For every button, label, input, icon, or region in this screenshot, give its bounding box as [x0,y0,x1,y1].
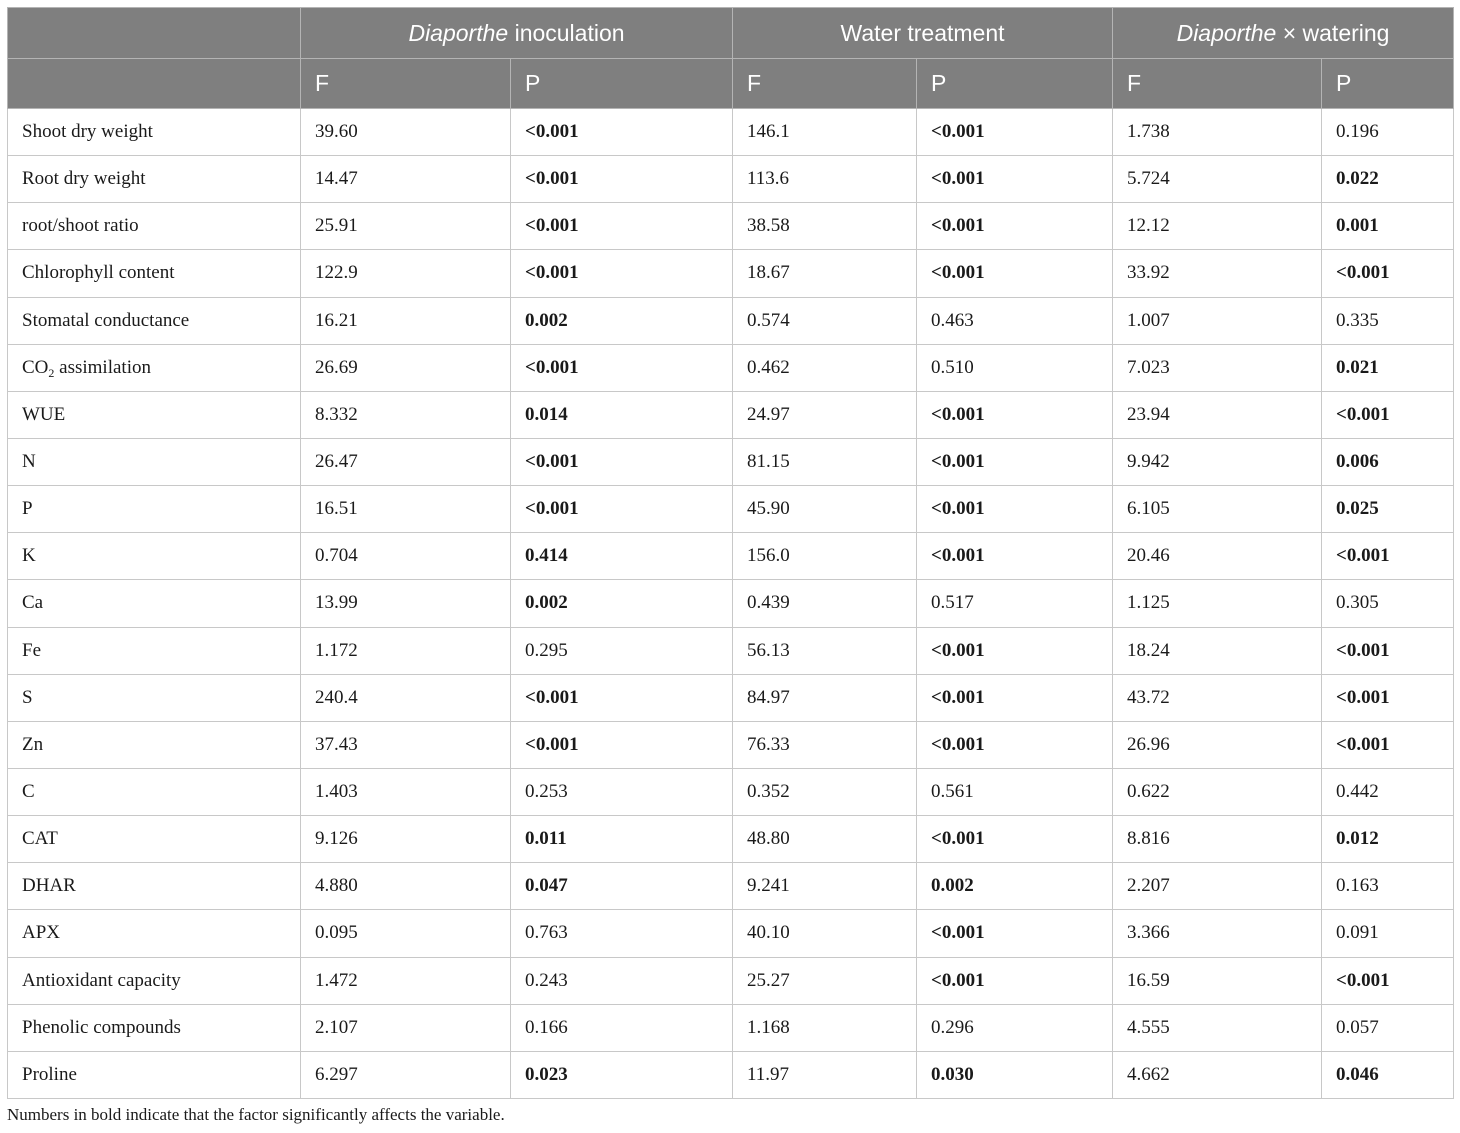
header-sub-p: P [1322,59,1454,109]
p-value-cell: <0.001 [917,957,1113,1004]
p-value-cell: 0.763 [511,910,733,957]
table-row [8,391,1454,438]
f-value-cell: 1.172 [301,627,511,674]
f-value-cell: 9.241 [733,863,917,910]
row-label [8,438,301,485]
p-value-cell: 0.296 [917,1004,1113,1051]
table-row [8,109,1454,156]
p-value-cell: <0.001 [511,109,733,156]
table-row [8,863,1454,910]
row-label [8,816,301,863]
p-value-cell: 0.091 [1322,910,1454,957]
p-value-cell: <0.001 [917,156,1113,203]
f-value-cell: 7.023 [1113,344,1322,391]
row-label-text: DHAR [22,875,76,897]
p-value-cell: 0.517 [917,580,1113,627]
p-value-cell: <0.001 [1322,391,1454,438]
f-value-cell: 3.366 [1113,910,1322,957]
p-value-cell: <0.001 [1322,957,1454,1004]
row-label-text: C [22,781,35,803]
f-value-cell: 122.9 [301,250,511,297]
header-group-diaporthe-inoculation [301,8,733,59]
table-row [8,344,1454,391]
table-row [8,768,1454,815]
p-value-cell: 0.022 [1322,156,1454,203]
f-value-cell: 0.704 [301,533,511,580]
p-value-cell: 0.057 [1322,1004,1454,1051]
row-label [8,156,301,203]
row-label [8,863,301,910]
p-value-cell: 0.002 [511,580,733,627]
row-label [8,109,301,156]
p-value-cell: <0.001 [917,486,1113,533]
table-row [8,957,1454,1004]
f-value-cell: 156.0 [733,533,917,580]
f-value-cell: 39.60 [301,109,511,156]
f-value-cell: 4.555 [1113,1004,1322,1051]
row-label-text: Shoot dry weight [22,121,153,143]
f-value-cell: 240.4 [301,674,511,721]
header-group-text: Water treatment [840,19,1005,46]
f-value-cell: 5.724 [1113,156,1322,203]
table-row [8,438,1454,485]
row-label [8,533,301,580]
f-value-cell: 26.69 [301,344,511,391]
row-label [8,486,301,533]
f-value-cell: 24.97 [733,391,917,438]
header-sub-f: F [1113,59,1322,109]
f-value-cell: 16.21 [301,297,511,344]
table-row [8,297,1454,344]
f-value-cell: 0.462 [733,344,917,391]
f-value-cell: 9.126 [301,816,511,863]
anova-table [7,7,1454,1099]
p-value-cell: 0.295 [511,627,733,674]
row-label-text: Zn [22,733,44,755]
p-value-cell: <0.001 [511,486,733,533]
p-value-cell: 0.163 [1322,863,1454,910]
f-value-cell: 26.47 [301,438,511,485]
table-row [8,816,1454,863]
f-value-cell: 8.332 [301,391,511,438]
p-value-cell: 0.414 [511,533,733,580]
f-value-cell: 0.439 [733,580,917,627]
row-label [8,297,301,344]
p-value-cell: 0.196 [1322,109,1454,156]
p-value-cell: 0.002 [917,863,1113,910]
header-sub-p: P [511,59,733,109]
row-label [8,580,301,627]
f-value-cell: 1.403 [301,768,511,815]
row-label-subscript: 2 [48,365,55,380]
p-value-cell: <0.001 [1322,627,1454,674]
p-value-cell: 0.014 [511,391,733,438]
p-value-cell: <0.001 [917,109,1113,156]
f-value-cell: 2.107 [301,1004,511,1051]
row-label-text: S [22,686,33,708]
table-row [8,156,1454,203]
p-value-cell: 0.011 [511,816,733,863]
header-sub-f: F [301,59,511,109]
row-label-text: N [22,451,36,473]
f-value-cell: 146.1 [733,109,917,156]
p-value-cell: 0.021 [1322,344,1454,391]
row-label-text: Root dry weight [22,168,146,190]
f-value-cell: 0.352 [733,768,917,815]
p-value-cell: <0.001 [511,674,733,721]
p-value-cell: <0.001 [1322,674,1454,721]
row-label [8,721,301,768]
row-label [8,1004,301,1051]
f-value-cell: 56.13 [733,627,917,674]
p-value-cell: 0.023 [511,1051,733,1098]
f-value-cell: 113.6 [733,156,917,203]
p-value-cell: <0.001 [1322,721,1454,768]
row-label-text: WUE [22,403,66,425]
table-row [8,1004,1454,1051]
header-sub-empty-cell [8,59,301,109]
p-value-cell: 0.047 [511,863,733,910]
p-value-cell: <0.001 [511,344,733,391]
table-footnote: Numbers in bold indicate that the factor significantly affects the variable. [7,1105,505,1124]
f-value-cell: 11.97 [733,1051,917,1098]
p-value-cell: 0.305 [1322,580,1454,627]
p-value-cell: 0.442 [1322,768,1454,815]
p-value-cell: <0.001 [511,438,733,485]
row-label-text: Stomatal conductance [22,309,190,331]
p-value-cell: <0.001 [917,391,1113,438]
row-label [8,391,301,438]
p-value-cell: 0.006 [1322,438,1454,485]
p-value-cell: 0.253 [511,768,733,815]
table-row [8,721,1454,768]
f-value-cell: 4.880 [301,863,511,910]
row-label-text: CO [22,356,49,378]
row-label-suffix: assimilation [54,356,151,378]
f-value-cell: 13.99 [301,580,511,627]
p-value-cell: <0.001 [1322,533,1454,580]
header-group-text: inoculation [508,19,625,46]
f-value-cell: 33.92 [1113,250,1322,297]
p-value-cell: <0.001 [917,674,1113,721]
p-value-cell: <0.001 [917,438,1113,485]
f-value-cell: 8.816 [1113,816,1322,863]
p-value-cell: <0.001 [917,203,1113,250]
row-label [8,344,301,391]
table-row [8,910,1454,957]
f-value-cell: 16.59 [1113,957,1322,1004]
header-sub-p: P [917,59,1113,109]
table-row [8,533,1454,580]
row-label [8,674,301,721]
f-value-cell: 48.80 [733,816,917,863]
row-label-text: root/shoot ratio [22,215,139,237]
f-value-cell: 18.24 [1113,627,1322,674]
f-value-cell: 45.90 [733,486,917,533]
f-value-cell: 26.96 [1113,721,1322,768]
table-header [8,8,1454,109]
f-value-cell: 1.738 [1113,109,1322,156]
row-label-text: P [22,498,33,520]
row-label [8,957,301,1004]
header-group-water-treatment [733,8,1113,59]
p-value-cell: 0.046 [1322,1051,1454,1098]
table-row [8,674,1454,721]
row-label-text: Phenolic compounds [22,1016,181,1038]
f-value-cell: 4.662 [1113,1051,1322,1098]
f-value-cell: 23.94 [1113,391,1322,438]
table-row [8,627,1454,674]
p-value-cell: 0.463 [917,297,1113,344]
p-value-cell: 0.166 [511,1004,733,1051]
f-value-cell: 37.43 [301,721,511,768]
f-value-cell: 16.51 [301,486,511,533]
row-label-text: CAT [22,828,58,850]
p-value-cell: <0.001 [917,627,1113,674]
f-value-cell: 0.095 [301,910,511,957]
f-value-cell: 18.67 [733,250,917,297]
p-value-cell: <0.001 [917,250,1113,297]
row-label [8,768,301,815]
row-label-text: APX [22,922,61,944]
table-body [8,109,1454,1099]
row-label [8,627,301,674]
f-value-cell: 1.125 [1113,580,1322,627]
header-group-italic: Diaporthe [1176,19,1277,46]
f-value-cell: 1.472 [301,957,511,1004]
p-value-cell: 0.012 [1322,816,1454,863]
p-value-cell: <0.001 [917,721,1113,768]
table-row [8,203,1454,250]
row-label [8,203,301,250]
p-value-cell: <0.001 [917,533,1113,580]
table-row [8,486,1454,533]
p-value-cell: 0.025 [1322,486,1454,533]
f-value-cell: 0.622 [1113,768,1322,815]
p-value-cell: <0.001 [917,816,1113,863]
f-value-cell: 1.007 [1113,297,1322,344]
table-row [8,1051,1454,1098]
f-value-cell: 6.297 [301,1051,511,1098]
f-value-cell: 2.207 [1113,863,1322,910]
row-label [8,1051,301,1098]
row-label-text: Antioxidant capacity [22,969,181,991]
f-value-cell: 1.168 [733,1004,917,1051]
f-value-cell: 14.47 [301,156,511,203]
p-value-cell: 0.561 [917,768,1113,815]
p-value-cell: 0.510 [917,344,1113,391]
p-value-cell: 0.030 [917,1051,1113,1098]
row-label [8,250,301,297]
header-group-italic: Diaporthe [408,19,509,46]
row-label-text: K [22,545,36,567]
f-value-cell: 9.942 [1113,438,1322,485]
p-value-cell: <0.001 [511,203,733,250]
row-label [8,910,301,957]
f-value-cell: 20.46 [1113,533,1322,580]
p-value-cell: <0.001 [511,250,733,297]
row-label-text: Fe [22,639,41,661]
table-row [8,250,1454,297]
p-value-cell: 0.002 [511,297,733,344]
f-value-cell: 40.10 [733,910,917,957]
p-value-cell: <0.001 [917,910,1113,957]
header-corner-cell [8,8,301,59]
row-label-text: Proline [22,1063,77,1085]
table-row [8,580,1454,627]
header-sub-row [8,59,1454,109]
p-value-cell: <0.001 [511,156,733,203]
p-value-cell: 0.001 [1322,203,1454,250]
f-value-cell: 25.91 [301,203,511,250]
header-group-text: × watering [1276,19,1390,46]
row-label-text: Chlorophyll content [22,262,175,284]
row-label-text: Ca [22,592,44,614]
header-sub-f: F [733,59,917,109]
f-value-cell: 25.27 [733,957,917,1004]
f-value-cell: 38.58 [733,203,917,250]
p-value-cell: <0.001 [511,721,733,768]
f-value-cell: 0.574 [733,297,917,344]
f-value-cell: 12.12 [1113,203,1322,250]
f-value-cell: 76.33 [733,721,917,768]
header-group-row [8,8,1454,59]
f-value-cell: 6.105 [1113,486,1322,533]
f-value-cell: 43.72 [1113,674,1322,721]
f-value-cell: 81.15 [733,438,917,485]
p-value-cell: 0.335 [1322,297,1454,344]
p-value-cell: <0.001 [1322,250,1454,297]
header-group-interaction [1113,8,1454,59]
f-value-cell: 84.97 [733,674,917,721]
p-value-cell: 0.243 [511,957,733,1004]
